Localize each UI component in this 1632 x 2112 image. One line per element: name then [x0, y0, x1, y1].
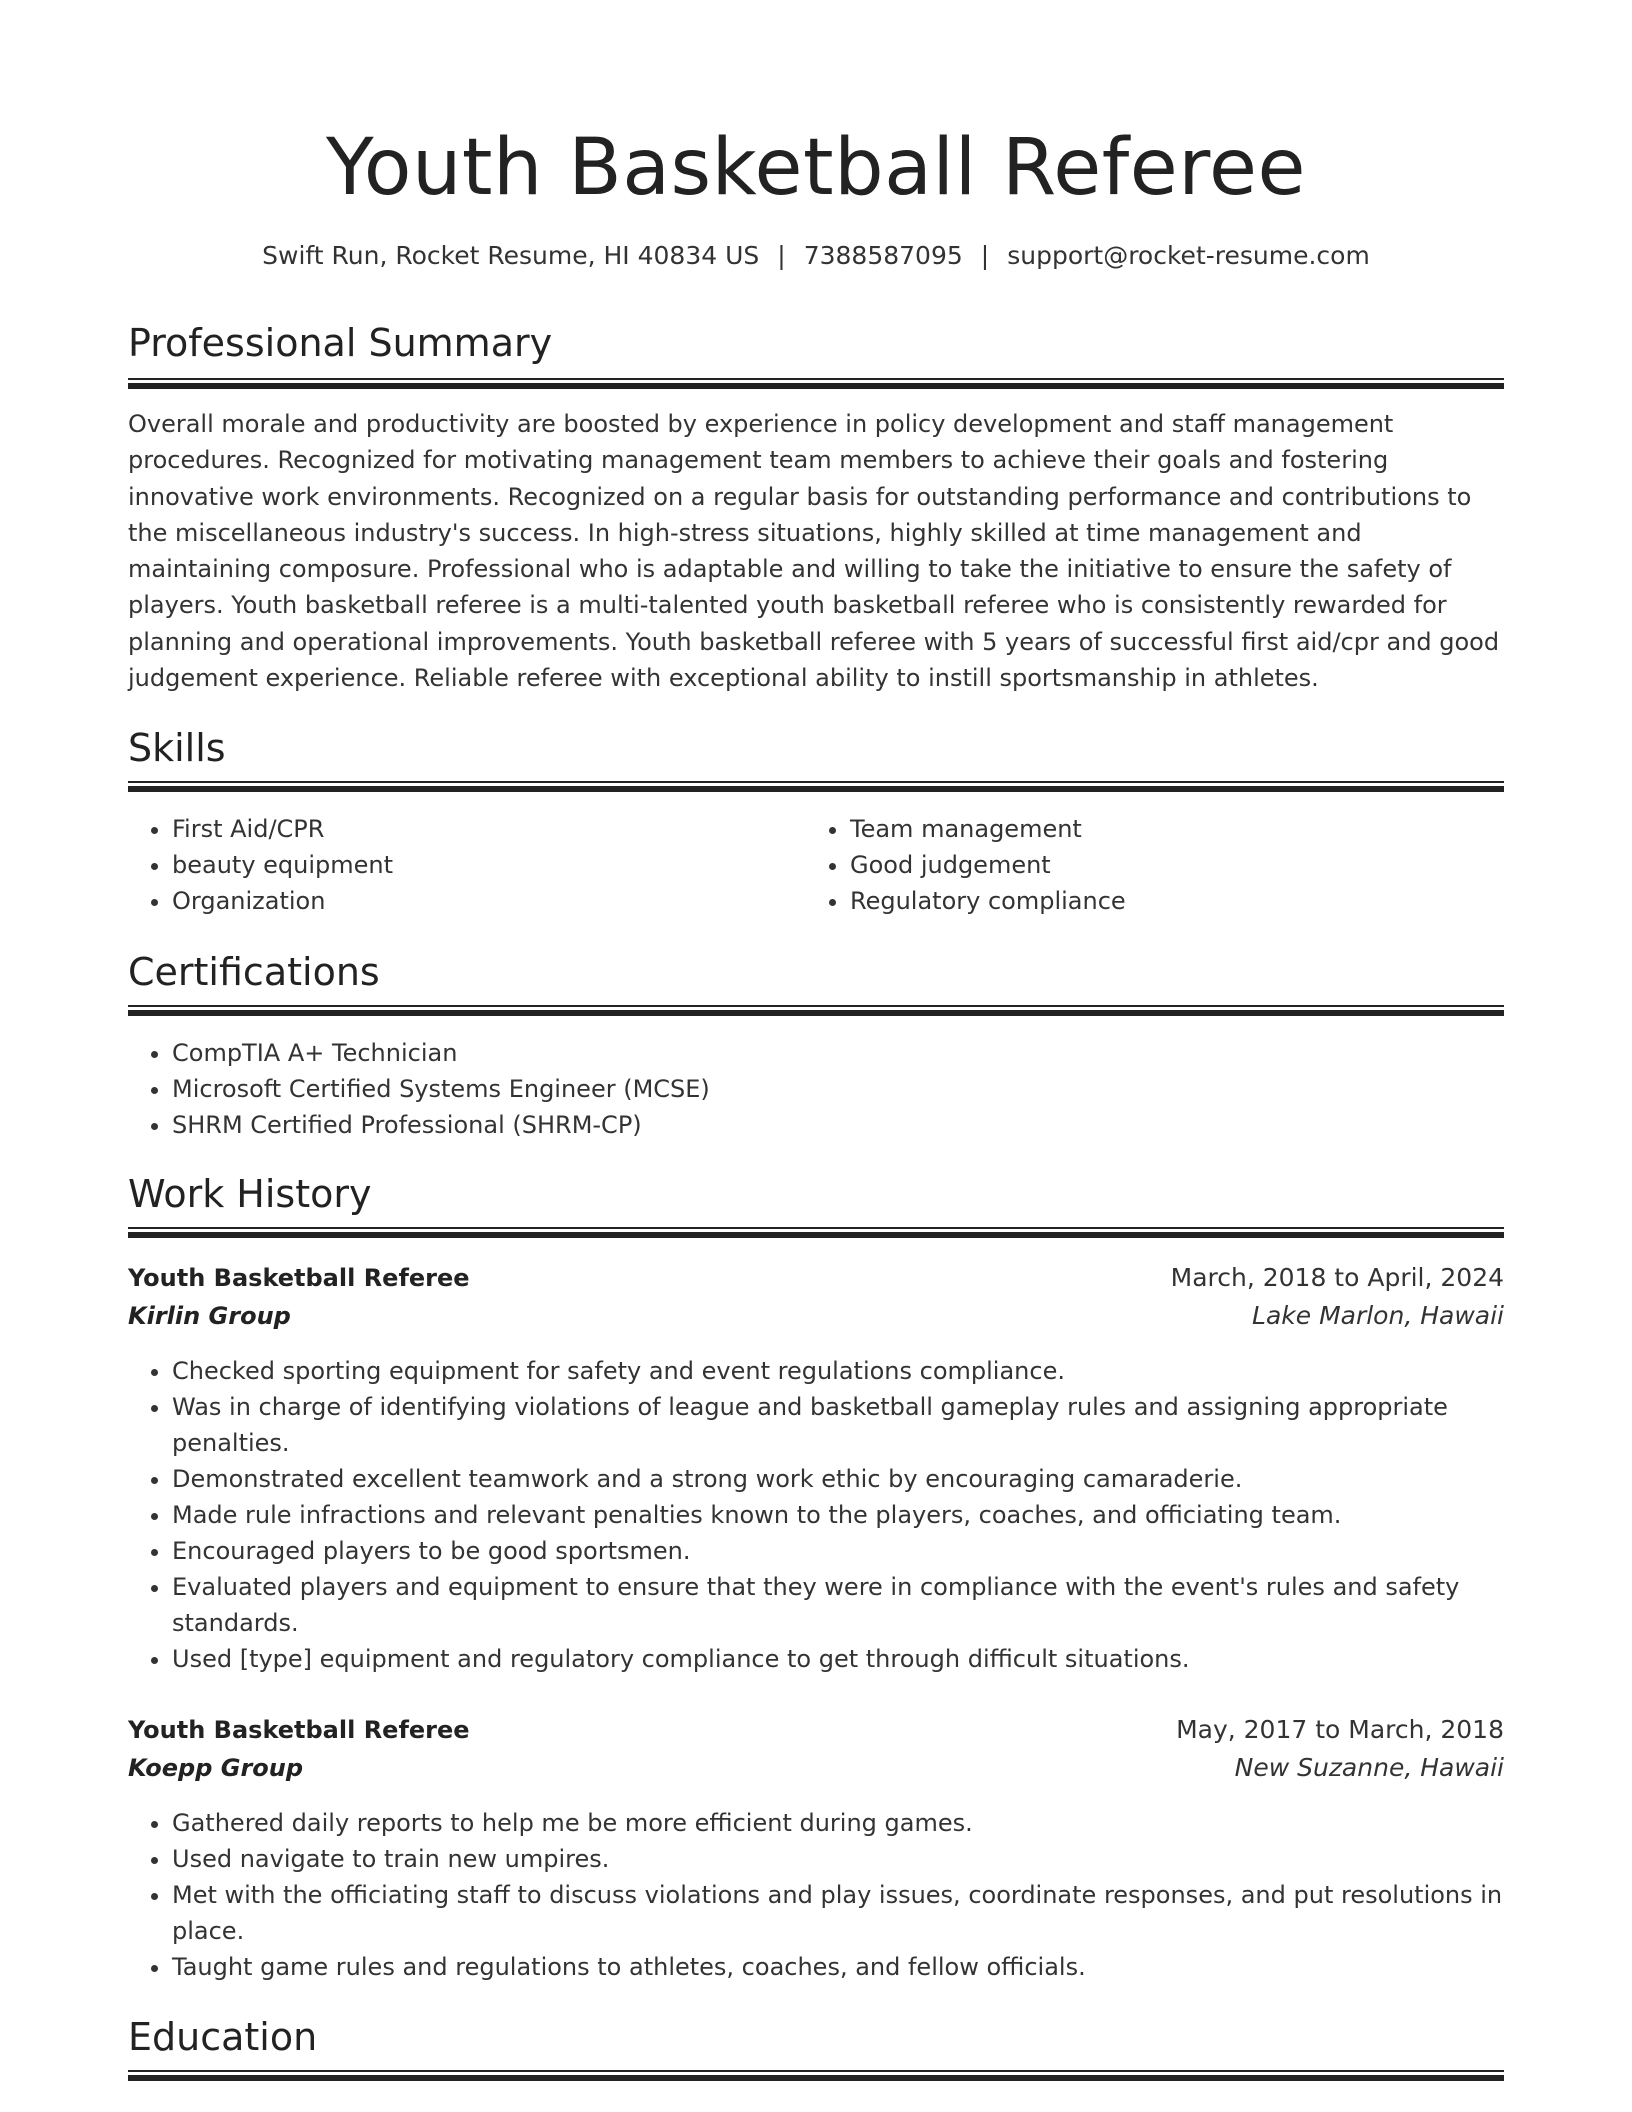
certification-item: • CompTIA A+ Technician — [172, 1035, 1548, 1071]
job-title: Youth Basketball Referee — [128, 1716, 470, 1744]
skill-item: • Team management — [850, 811, 1490, 847]
section-heading: Education — [128, 2015, 318, 2059]
responsibility-item: • Used [type] equipment and regulatory compliance to get through difficult situations. — [172, 1641, 1548, 1677]
job-title: Youth Basketball Referee — [128, 1264, 470, 1292]
job-dates: March, 2018 to April, 2024 — [1170, 1263, 1504, 1292]
section-work-history — [128, 1169, 1504, 1219]
section-heading: Professional Summary — [128, 321, 553, 365]
section-skills — [128, 723, 1504, 773]
section-divider — [128, 2070, 1504, 2081]
responsibility-item: • Encouraged players to be good sportsmen. — [172, 1533, 1548, 1569]
skill-item: • Regulatory compliance — [850, 883, 1490, 919]
responsibility-item: • Evaluated players and equipment to ensure that they were in compliance with the event's rules and safety standards. — [172, 1569, 1548, 1641]
responsibility-item: • Was in charge of identifying violations of league and basketball gameplay rules and assigning appropriate penalties. — [172, 1389, 1548, 1461]
responsibility-item: • Taught game rules and regulations to athletes, coaches, and fellow officials. — [172, 1949, 1548, 1985]
section-divider — [128, 1227, 1504, 1238]
summary-paragraph: Overall morale and productivity are boosted by experience in policy development and staff management procedures. Recognized for motivating management team members to achieve their goals and fostering innovative work environments. Recognized on a regular basis for outstanding performance and contributions to the miscellaneous industry's success. In high-stress situations, highly skilled at time management and maintaining composure. Professional who is adaptable and willing to take the initiative to ensure the safety of players. Youth basketball referee is a multi-talented youth basketball referee who is consistently rewarded for planning and operational improvements. Youth basketball referee with 5 years of successful first aid/cpr and good judgement experience. Reliable referee with exceptional ability to instill sportsmanship in athletes. — [128, 410, 1500, 693]
responsibility-item: • Demonstrated excellent teamwork and a strong work ethic by encouraging camaraderie. — [172, 1461, 1548, 1497]
section-professional-summary — [128, 318, 1504, 368]
job-responsibilities — [128, 1353, 1548, 1677]
contact-line — [128, 238, 1504, 274]
skills-list-left — [128, 811, 812, 919]
section-divider — [128, 1005, 1504, 1016]
skill-item: • Good judgement — [850, 847, 1490, 883]
job-company: Koepp Group — [128, 1754, 304, 1782]
job-dates: May, 2017 to March, 2018 — [1176, 1715, 1504, 1744]
section-certifications — [128, 947, 1504, 997]
skill-item: • beauty equipment — [172, 847, 812, 883]
skill-item: • Organization — [172, 883, 812, 919]
responsibility-item: • Made rule infractions and relevant penalties known to the players, coaches, and officiating team. — [172, 1497, 1548, 1533]
skill-item: • First Aid/CPR — [172, 811, 812, 847]
section-heading: Skills — [128, 726, 226, 770]
responsibility-item: • Used navigate to train new umpires. — [172, 1841, 1548, 1877]
section-heading: Work History — [128, 1172, 372, 1216]
contact-address: Swift Run, Rocket Resume, HI 40834 US — [262, 241, 760, 270]
contact-separator: | — [777, 241, 786, 270]
job-company: Kirlin Group — [128, 1302, 291, 1330]
section-divider — [128, 378, 1504, 389]
skills-list-right — [806, 811, 1490, 919]
contact-email: support@rocket-resume.com — [1007, 241, 1370, 270]
certification-item: • SHRM Certified Professional (SHRM-CP) — [172, 1107, 1548, 1143]
certification-item: • Microsoft Certified Systems Engineer (MCSE) — [172, 1071, 1548, 1107]
job-responsibilities — [128, 1805, 1548, 1985]
responsibility-item: • Met with the officiating staff to discuss violations and play issues, coordinate responses, and put resolutions in place. — [172, 1877, 1548, 1949]
job-location: New Suzanne, Hawaii — [1234, 1753, 1504, 1782]
job-location: Lake Marlon, Hawaii — [1252, 1301, 1504, 1330]
responsibility-item: • Gathered daily reports to help me be more efficient during games. — [172, 1805, 1548, 1841]
section-education — [128, 2012, 1504, 2062]
certifications-list — [128, 1035, 1548, 1143]
responsibility-item: • Checked sporting equipment for safety and event regulations compliance. — [172, 1353, 1548, 1389]
section-heading: Certifications — [128, 950, 380, 994]
section-divider — [128, 781, 1504, 792]
contact-separator: | — [980, 241, 990, 270]
contact-phone: 7388587095 — [803, 241, 963, 270]
resume-title: Youth Basketball Referee — [325, 123, 1307, 213]
